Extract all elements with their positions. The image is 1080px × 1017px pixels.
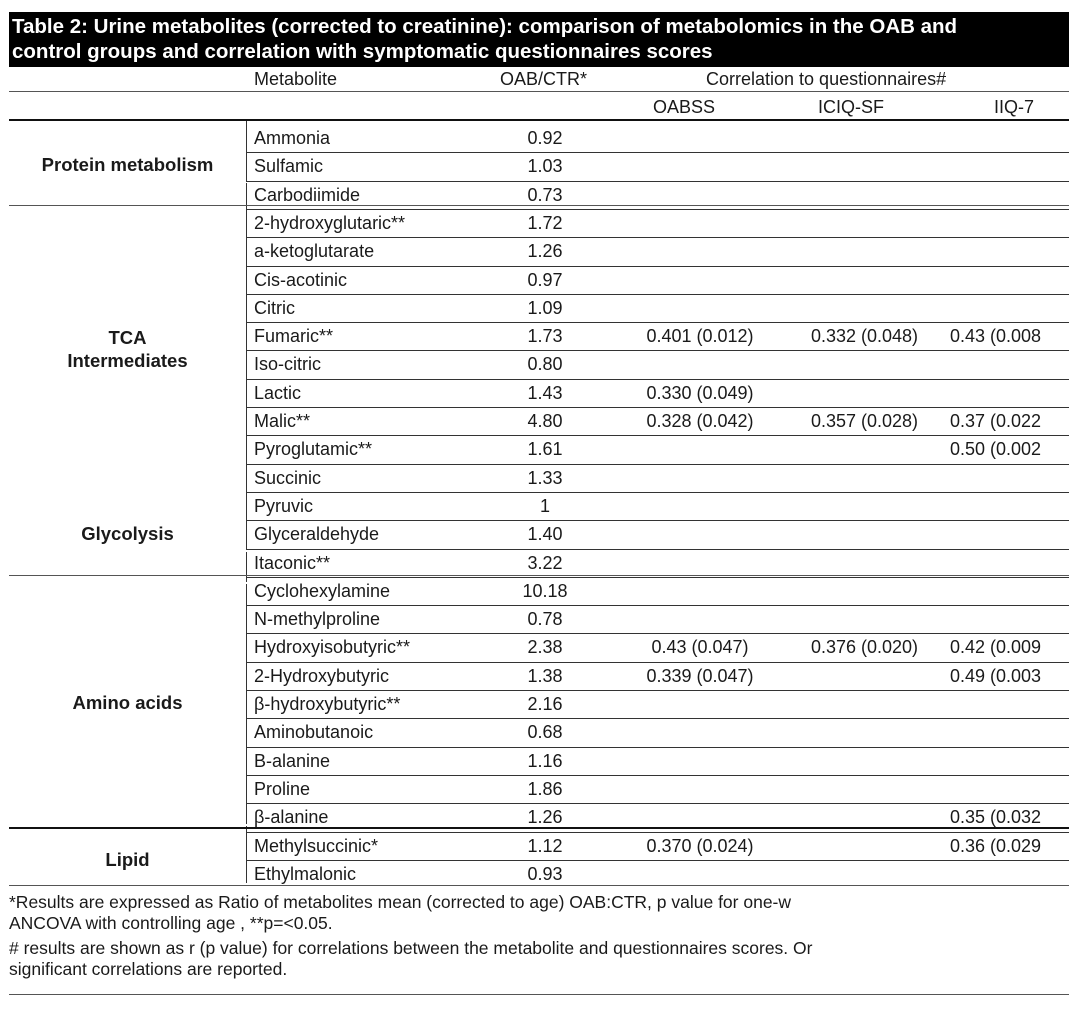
iiq-7-cell: 0.42 (0.009 [950, 637, 1042, 657]
group-label-tca: TCA [108, 327, 147, 348]
iciq-sf-cell: 0.357 (0.028) [810, 411, 919, 431]
iiq-7-cell: 0.49 (0.003 [950, 666, 1042, 686]
metabolite-cell: Sulfamic [254, 156, 324, 176]
group-divider [246, 584, 247, 824]
row-rule [246, 237, 1069, 238]
header-oabss: OABSS [653, 97, 716, 117]
footnote-line-1: *Results are expressed as Ratio of metabolites mean (corrected to age) OAB:CTR, p value for one-w [9, 892, 792, 912]
metabolite-cell: Fumaric** [254, 326, 334, 346]
ratio-cell: 1.12 [527, 836, 563, 856]
metabolite-cell: Methylsuccinic* [254, 836, 379, 856]
ratio-cell: 1.86 [527, 779, 563, 799]
metabolite-cell: Cis-acotinic [254, 270, 348, 290]
ratio-cell: 0.73 [527, 185, 563, 205]
table-title [9, 12, 1069, 67]
metabolite-cell: Lactic [254, 383, 302, 403]
metabolite-cell: Pyroglutamic** [254, 439, 373, 459]
ratio-cell: 0.92 [527, 128, 563, 148]
row-rule [246, 407, 1069, 408]
metabolite-cell: Citric [254, 298, 295, 318]
row-rule [246, 803, 1069, 804]
table-title-line-1: Table 2: Urine metabolites (corrected to creatinine): comparison of metabolomics in the OAB and [12, 15, 958, 38]
iiq-7-cell: 0.37 (0.022 [950, 411, 1042, 431]
ratio-cell: 1.73 [527, 326, 563, 346]
row-rule [246, 520, 1069, 521]
header-ratio: OAB/CTR* [500, 69, 588, 89]
footnote-line-2: ANCOVA with controlling age , **p=<0.05. [9, 913, 333, 933]
ratio-cell: 2.38 [527, 637, 563, 657]
metabolite-cell: 2-hydroxyglutaric** [254, 213, 406, 233]
ratio-cell: 4.80 [527, 411, 563, 431]
iciq-sf-cell: 0.376 (0.020) [810, 637, 919, 657]
group-label-protein-metabolism: Protein metabolism [41, 154, 214, 175]
group-divider [246, 121, 247, 181]
metabolite-cell: Succinic [254, 468, 322, 488]
metabolite-cell: Proline [254, 779, 311, 799]
iiq-7-cell: 0.50 (0.002 [950, 439, 1042, 459]
table-title-line-2: control groups and correlation with symptomatic questionnaires scores [12, 40, 713, 63]
ratio-cell: 2.16 [527, 694, 563, 714]
group-divider [246, 183, 247, 550]
ratio-cell: 10.18 [522, 581, 568, 601]
ratio-cell: 1.72 [527, 213, 563, 233]
row-rule [246, 379, 1069, 380]
row-rule [246, 266, 1069, 267]
row-rule [246, 633, 1069, 634]
ratio-cell: 1.16 [527, 751, 563, 771]
row-rule [246, 718, 1069, 719]
group-divider [246, 826, 247, 883]
row-rule [246, 860, 1069, 861]
row-rule [246, 322, 1069, 323]
header-iiq: IIQ-7 [994, 97, 1035, 117]
row-rule [246, 464, 1069, 465]
row-rule [246, 662, 1069, 663]
ratio-cell: 0.97 [527, 270, 563, 290]
row-rule [246, 605, 1069, 606]
row-rule [246, 577, 1069, 578]
metabolite-cell: B-alanine [254, 751, 331, 771]
iiq-7-cell: 0.35 (0.032 [950, 807, 1042, 827]
row-rule [246, 435, 1069, 436]
group-label-amino-acids: Amino acids [72, 692, 183, 713]
oabss-cell: 0.328 (0.042) [646, 411, 754, 431]
ratio-cell: 1.33 [527, 468, 563, 488]
ratio-cell: 0.80 [527, 354, 563, 374]
oabss-cell: 0.401 (0.012) [646, 326, 754, 346]
metabolite-cell: 2-Hydroxybutyric [254, 666, 390, 686]
metabolite-cell: Carbodiimide [254, 185, 361, 205]
row-rule [246, 181, 1069, 182]
metabolite-cell: Aminobutanoic [254, 722, 374, 742]
oabss-cell: 0.370 (0.024) [646, 836, 754, 856]
oabss-cell: 0.330 (0.049) [646, 383, 754, 403]
group-rule [9, 575, 1069, 576]
metabolite-cell: Malic** [254, 411, 311, 431]
row-rule [246, 294, 1069, 295]
iiq-7-cell: 0.43 (0.008 [950, 326, 1042, 346]
row-rule [246, 549, 1069, 550]
metabolite-cell: Cyclohexylamine [254, 581, 391, 601]
metabolite-cell: Hydroxyisobutyric** [254, 637, 411, 657]
footnote-bottom-rule [9, 994, 1069, 995]
group-label-glycolysis: Glycolysis [81, 523, 174, 544]
row-rule [246, 209, 1069, 210]
ratio-cell: 1.09 [527, 298, 563, 318]
header-divider [9, 91, 1069, 92]
row-rule [246, 492, 1069, 493]
group-label-lipid: Lipid [105, 849, 150, 870]
metabolite-cell: Glyceraldehyde [254, 524, 380, 544]
iciq-sf-cell: 0.332 (0.048) [810, 326, 919, 346]
group-label-tca-intermediates: Intermediates [67, 350, 188, 371]
row-rule [246, 350, 1069, 351]
row-rule [246, 152, 1069, 153]
metabolite-cell: N-methylproline [254, 609, 381, 629]
metabolite-cell: a-ketoglutarate [254, 241, 375, 261]
header-metabolite: Metabolite [254, 69, 338, 89]
ratio-cell: 1.38 [527, 666, 563, 686]
footnote-line-3: # results are shown as r (p value) for correlations between the metabolite and questionnaires scores. Or [9, 938, 813, 958]
ratio-cell: 0.68 [527, 722, 563, 742]
header-bottom-rule [9, 119, 1069, 121]
row-rule [246, 832, 1069, 833]
ratio-cell: 1.03 [527, 156, 563, 176]
ratio-cell: 1 [539, 496, 550, 516]
ratio-cell: 0.78 [527, 609, 563, 629]
ratio-cell: 1.43 [527, 383, 563, 403]
row-rule [246, 747, 1069, 748]
metabolite-cell: Ammonia [254, 128, 331, 148]
oabss-cell: 0.339 (0.047) [646, 666, 754, 686]
ratio-cell: 1.26 [527, 807, 563, 827]
metabolite-cell: β-alanine [254, 807, 329, 827]
metabolite-cell: Iso-citric [254, 354, 321, 374]
oabss-cell: 0.43 (0.047) [651, 637, 749, 657]
row-rule [246, 775, 1069, 776]
footnote-line-4: significant correlations are reported. [9, 959, 288, 979]
iiq-7-cell: 0.36 (0.029 [950, 836, 1042, 856]
ratio-cell: 3.22 [527, 553, 563, 573]
ratio-cell: 1.26 [527, 241, 563, 261]
metabolite-cell: Ethylmalonic [254, 864, 357, 884]
header-correlation: Correlation to questionnaires# [706, 69, 947, 89]
header-iciq: ICIQ-SF [818, 97, 884, 117]
table-bottom-rule [9, 885, 1069, 886]
ratio-cell: 1.40 [527, 524, 563, 544]
ratio-cell: 0.93 [527, 864, 563, 884]
metabolite-cell: Itaconic** [254, 553, 331, 573]
ratio-cell: 1.61 [527, 439, 563, 459]
row-rule [246, 690, 1069, 691]
metabolite-cell: β-hydroxybutyric** [254, 694, 401, 714]
metabolite-cell: Pyruvic [254, 496, 314, 516]
